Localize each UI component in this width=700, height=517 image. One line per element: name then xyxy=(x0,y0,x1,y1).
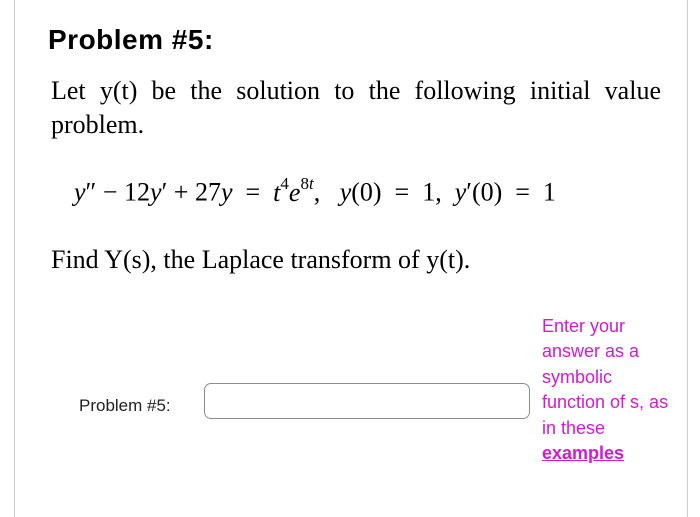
problem-intro xyxy=(51,74,661,142)
initial-condition-2: y′(0) = 1 xyxy=(454,177,556,207)
differential-equation: $y'' - 12y' + 27y = t^4e^{8t}$, y(0) = 1, y′(0) = 1 xyxy=(74,174,556,207)
equation-rhs: $t^4e^{8t}$ xyxy=(273,174,314,207)
equation-lhs: y″ − 12y′ + 27y xyxy=(74,177,233,207)
answer-input[interactable] xyxy=(204,383,530,419)
initial-condition-1: y(0) = 1 xyxy=(339,177,436,207)
answer-hint xyxy=(542,314,672,466)
examples-link[interactable]: examples xyxy=(542,443,625,464)
problem-question: Find Y(s), the Laplace transform of y(t). xyxy=(51,245,471,274)
answer-hint-text: Enter your answer as a symbolic function of s, as in these xyxy=(542,316,669,438)
problem-intro-text: Let y(t) be the solution to the following initial value problem. xyxy=(51,76,661,139)
answer-label: Problem #5: xyxy=(79,396,171,415)
problem-title: Problem #5: xyxy=(48,24,214,55)
